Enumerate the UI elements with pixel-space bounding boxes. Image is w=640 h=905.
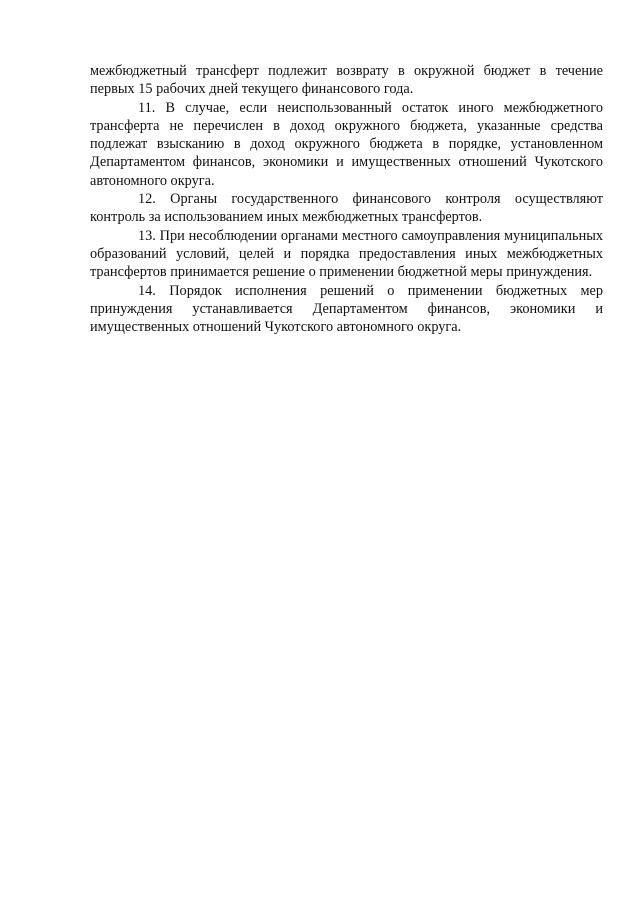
paragraph-13: 13. При несоблюдении органами местного самоуправления муниципальных образований условий, целей и порядка предоставления иных межбюджетных трансфертов принимается решение о применении бюджетной меры принуждения. [90,227,603,281]
document-body [90,62,603,336]
paragraph-14: 14. Порядок исполнения решений о применении бюджетных мер принуждения устанавливается Департаментом финансов, экономики и имущественных отношений Чукотского автономного округа. [90,282,603,336]
paragraph-12: 12. Органы государственного финансового контроля осуществляют контроль за использованием иных межбюджетных трансфертов. [90,191,603,226]
paragraph-continuation: межбюджетный трансферт подлежит возврату в окружной бюджет в течение первых 15 рабочих дней текущего финансового года. [90,63,603,98]
paragraph-11: 11. В случае, если неиспользованный остаток иного межбюджетного трансферта не перечислен в доход окружного бюджета, указанные средства подлежат взысканию в доход окружного бюджета в порядке, установленном Департаментом финансов, экономики и имущественных отношений Чукотского автономного округа. [90,99,603,189]
